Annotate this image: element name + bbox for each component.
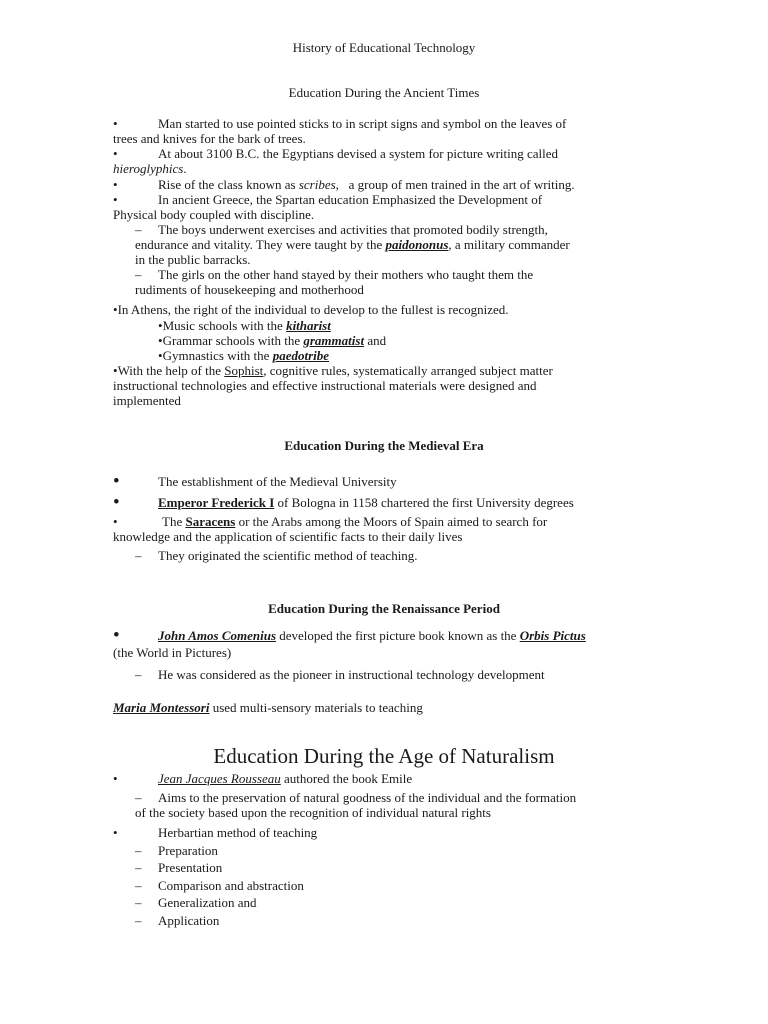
text: Music schools with the <box>162 318 287 333</box>
text: The <box>162 514 186 529</box>
text: authored the book Emile <box>280 771 413 786</box>
bullet: • <box>113 471 120 492</box>
ancient-sophist-line2: instructional technologies and effective instructional materials were designed and <box>113 378 537 393</box>
naturalism-b1 <box>158 771 412 786</box>
medieval-b1: The establishment of the Medieval University <box>158 474 397 489</box>
bullet: • <box>113 302 118 317</box>
bullet: • <box>158 348 163 363</box>
renaissance-b1-line1 <box>158 628 586 643</box>
ancient-athens <box>113 302 509 317</box>
montessori-term: Maria Montessori <box>113 700 210 715</box>
hieroglyphics-term: hieroglyphics <box>113 161 184 176</box>
bullet: • <box>113 771 118 786</box>
dash: – <box>135 895 142 910</box>
bullet: • <box>113 625 120 646</box>
kitharist-term: kitharist <box>286 318 331 333</box>
dash: – <box>135 860 142 875</box>
ancient-b4-line1: In ancient Greece, the Spartan education Emphasized the Development of <box>158 192 543 207</box>
dash: – <box>135 222 142 237</box>
ancient-b3 <box>158 177 575 192</box>
ancient-b1-line2: trees and knives for the bark of trees. <box>113 131 306 146</box>
step-item: Generalization and <box>158 895 257 910</box>
ancient-grammar <box>158 333 386 348</box>
bullet: • <box>113 492 120 513</box>
scribes-term: scribes, <box>298 177 339 192</box>
ancient-d1-line3: in the public barracks. <box>135 252 251 267</box>
comenius-term: John Amos Comenius <box>158 628 277 643</box>
text: Gymnastics with the <box>162 348 273 363</box>
ancient-d2-line1: The girls on the other hand stayed by their mothers who taught them the <box>158 267 534 282</box>
ancient-b2-line1: At about 3100 B.C. the Egyptians devised a system for picture writing called <box>158 146 559 161</box>
ancient-sophist-line1 <box>113 363 553 378</box>
text: or the Arabs among the Moors of Spain aimed to search for <box>235 514 548 529</box>
ancient-d2-line2: rudiments of housekeeping and motherhood <box>135 282 364 297</box>
step-item: Comparison and abstraction <box>158 878 304 893</box>
frederick-term: Emperor Frederick I <box>158 495 275 510</box>
sophist-term: Sophist <box>224 363 264 378</box>
renaissance-d1: He was considered as the pioneer in instructional technology development <box>158 667 545 682</box>
ancient-music <box>158 318 331 333</box>
renaissance-maria <box>113 700 423 715</box>
bullet: • <box>158 333 163 348</box>
dash: – <box>135 843 142 858</box>
medieval-b3-line1 <box>162 514 547 529</box>
text: , a military commander <box>448 237 570 252</box>
bullet: • <box>113 116 118 131</box>
text: In Athens, the right of the individual to develop to the fullest is recognized. <box>117 302 509 317</box>
text: , cognitive rules, systematically arranged subject matter <box>263 363 553 378</box>
bullet: • <box>113 514 118 529</box>
document-title: History of Educational Technology <box>292 40 476 55</box>
saracens-term: Saracens <box>185 514 236 529</box>
dash: – <box>135 267 142 282</box>
paidononus-term: paidononus <box>385 237 449 252</box>
step-item: Application <box>158 913 220 928</box>
dash: – <box>135 790 142 805</box>
rousseau-term: Jean Jacques Rousseau <box>158 771 281 786</box>
section-heading-renaissance: Education During the Renaissance Period <box>268 601 500 616</box>
naturalism-b2: Herbartian method of teaching <box>158 825 318 840</box>
ancient-d1-line1: The boys underwent exercises and activities that promoted bodily strength, <box>158 222 548 237</box>
dash: – <box>135 667 142 682</box>
text: Rise of the class known as <box>158 177 299 192</box>
ancient-b1-line1: Man started to use pointed sticks to in script signs and symbol on the leaves of <box>158 116 567 131</box>
text: Grammar schools with the <box>162 333 304 348</box>
bullet: • <box>113 177 118 192</box>
ancient-d1-line2 <box>135 237 570 252</box>
orbis-pictus-term: Orbis Pictus <box>519 628 586 643</box>
bullet: • <box>113 146 118 161</box>
bullet: • <box>158 318 163 333</box>
medieval-d1: They originated the scientific method of teaching. <box>158 548 418 563</box>
paedotribe-term: paedotribe <box>272 348 330 363</box>
dash: – <box>135 913 142 928</box>
text: used multi-sensory materials to teaching <box>209 700 423 715</box>
ancient-gymnastics <box>158 348 329 363</box>
grammatist-term: grammatist <box>303 333 365 348</box>
ancient-b4-line2: Physical body coupled with discipline. <box>113 207 315 222</box>
bullet: • <box>113 192 118 207</box>
section-heading-naturalism: Education During the Age of Naturalism <box>213 744 555 768</box>
text: a group of men trained in the art of writing. <box>338 177 575 192</box>
naturalism-d1-line1: Aims to the preservation of natural goodness of the individual and the formation <box>158 790 577 805</box>
text: developed the first picture book known as the <box>276 628 520 643</box>
ancient-b2-line2 <box>113 161 187 176</box>
naturalism-d1-line2: of the society based upon the recognition of individual natural rights <box>135 805 491 820</box>
bullet: • <box>113 363 118 378</box>
renaissance-b1-line2: (the World in Pictures) <box>113 645 232 660</box>
text: endurance and vitality. They were taught by the <box>135 237 386 252</box>
ancient-sophist-line3: implemented <box>113 393 181 408</box>
section-heading-ancient: Education During the Ancient Times <box>288 85 480 100</box>
text: and <box>364 333 387 348</box>
medieval-b3-line2: knowledge and the application of scientific facts to their daily lives <box>113 529 463 544</box>
dash: – <box>135 878 142 893</box>
text: of Bologna in 1158 chartered the first University degrees <box>274 495 574 510</box>
medieval-b2 <box>158 495 574 510</box>
section-heading-medieval: Education During the Medieval Era <box>284 438 484 453</box>
period: . <box>183 161 187 176</box>
step-item: Preparation <box>158 843 218 858</box>
bullet: • <box>113 825 118 840</box>
dash: – <box>135 548 142 563</box>
text: With the help of the <box>117 363 225 378</box>
step-item: Presentation <box>158 860 223 875</box>
